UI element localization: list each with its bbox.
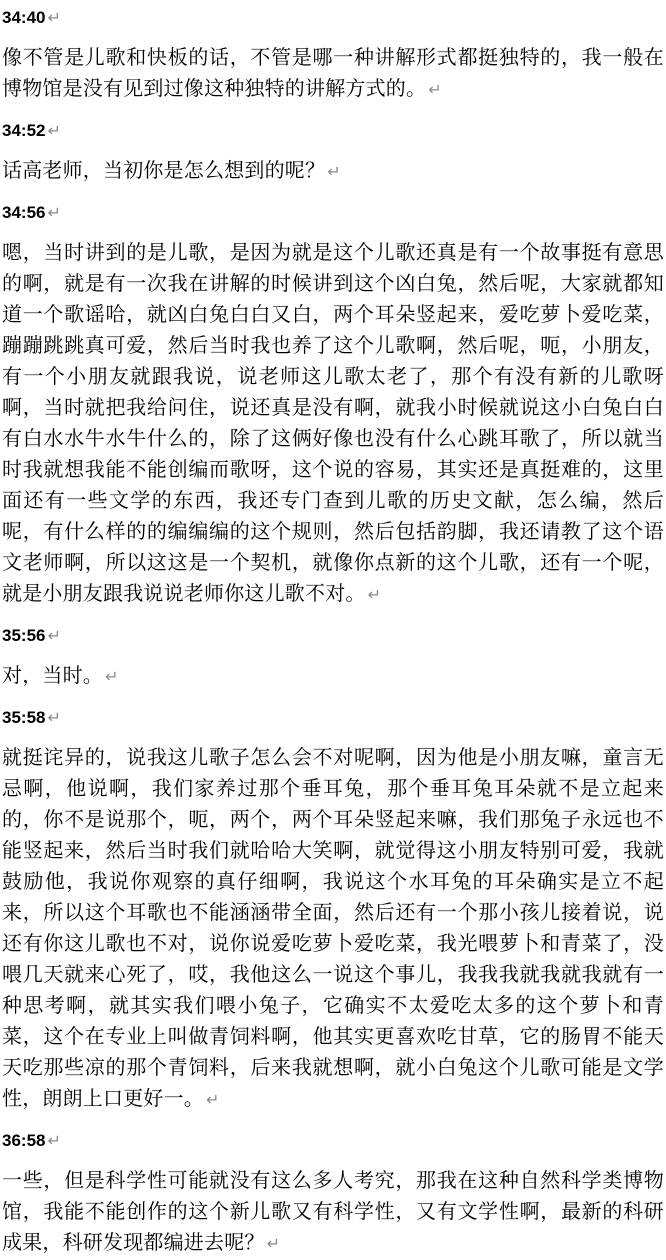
paragraph-text: 话高老师，当初你是怎么想到的呢？	[2, 160, 326, 182]
timestamp-value: 35:58	[2, 708, 46, 727]
timestamp-line	[2, 702, 664, 734]
transcript-paragraph	[2, 43, 664, 106]
paragraph-return-mark-icon: ↵	[47, 205, 61, 222]
paragraph-return-mark-icon: ↵	[206, 1092, 220, 1109]
paragraph-return-mark-icon: ↵	[105, 669, 119, 686]
timestamp-value: 36:58	[2, 1131, 46, 1150]
paragraph-text: 就挺诧异的，说我这儿歌子怎么会不对呢啊，因为他是小朋友嘛，童言无忌啊，他说啊，我们家养过那个垂耳兔，那个垂耳兔耳朵就不是立起来的，你不是说那个，呃，两个，两个耳朵竖起来嘛，我们那兔子永远也不能竖起来，然后当时我们就哈哈大笑啊，就觉得这小朋友特别可爱，我就鼓励他，我说你观察的真仔细啊，我说这个水耳兔的耳朵确实是立不起来，所以这个耳歌也不能涵涵带全面，然后还有一个那小孩儿接着说，说还有你这儿歌也不对，说你说爱吃萝卜爱吃菜，我光喂萝卜和青菜了，没喂几天就来心死了，哎，我他这么一说这个事儿，我我我就我就我就有一种思考啊，就其实我们喂小兔子，它确实不太爱吃太多的这个萝卜和青菜，这个在专业上叫做青饲料啊，他其实更喜欢吃甘草，它的肠胃不能天天吃那些凉的那个青饲料，后来我就想啊，就小白兔这个儿歌可能是文学性，朗朗上口更好一。	[2, 747, 664, 1110]
transcript-paragraph	[2, 661, 664, 693]
transcript-paragraph	[2, 156, 664, 188]
timestamp-value: 34:40	[2, 8, 46, 27]
transcript-paragraph	[2, 238, 664, 611]
timestamp-line	[2, 2, 664, 34]
timestamp-value: 34:56	[2, 203, 46, 222]
transcript-paragraph	[2, 1166, 664, 1260]
paragraph-return-mark-icon: ↵	[47, 628, 61, 645]
timestamp-line	[2, 115, 664, 147]
paragraph-text: 对，当时。	[2, 665, 103, 687]
paragraph-return-mark-icon: ↵	[266, 1236, 281, 1253]
paragraph-text: 嗯，当时讲到的是儿歌，是因为就是这个儿歌还真是有一个故事挺有意思的啊，就是有一次我在讲解的时候讲到这个凶白兔，然后呢，大家就都知道一个歌谣哈，就凶白兔白白又白，两个耳朵竖起来，爱吃萝卜爱吃菜，蹦蹦跳跳真可爱，然后当时我也养了这个儿歌啊，然后呢，呃，小朋友，有一个小朋友就跟我说，说老师这儿歌太老了，那个有没有新的儿歌呀啊，当时就把我给问住，说还真是没有啊，就我小时候就说这小白兔白白有白水水牛水牛什么的，除了这俩好像也没有什么心跳耳歌了，所以就当时我就想我能不能创编而歌呀，这个说的容易，其实还是真挺难的，这里面还有一些文学的东西，我还专门查到儿歌的历史文献，怎么编，然后呢，有什么样的的编编编的这个规则，然后包括韵脚，我还请教了这个语文老师啊，所以这这是一个契机，就像你点新的这个儿歌，还有一个呢，就是小朋友跟我说说老师你这儿歌不对。	[2, 242, 664, 605]
timestamp-line	[2, 197, 664, 229]
paragraph-return-mark-icon: ↵	[428, 82, 442, 99]
transcript-paragraph	[2, 743, 664, 1116]
timestamp-line	[2, 620, 664, 652]
paragraph-text: 一些，但是科学性可能就没有这么多人考究，那我在这种自然科学类博物馆，我能不能创作的这个新儿歌又有科学性，又有文学性啊，最新的科研成果，科研发现都编进去呢？	[2, 1170, 664, 1254]
paragraph-return-mark-icon: ↵	[47, 10, 61, 27]
timestamp-value: 34:52	[2, 121, 46, 140]
paragraph-return-mark-icon: ↵	[327, 164, 341, 181]
paragraph-return-mark-icon: ↵	[47, 1133, 61, 1150]
paragraph-return-mark-icon: ↵	[47, 710, 61, 727]
paragraph-return-mark-icon: ↵	[47, 123, 61, 140]
timestamp-value: 35:56	[2, 626, 46, 645]
paragraph-return-mark-icon: ↵	[367, 587, 382, 604]
timestamp-line	[2, 1125, 664, 1157]
paragraph-text: 像不管是儿歌和快板的话，不管是哪一种讲解形式都挺独特的，我一般在博物馆是没有见到过像这种独特的讲解方式的。	[2, 47, 664, 100]
